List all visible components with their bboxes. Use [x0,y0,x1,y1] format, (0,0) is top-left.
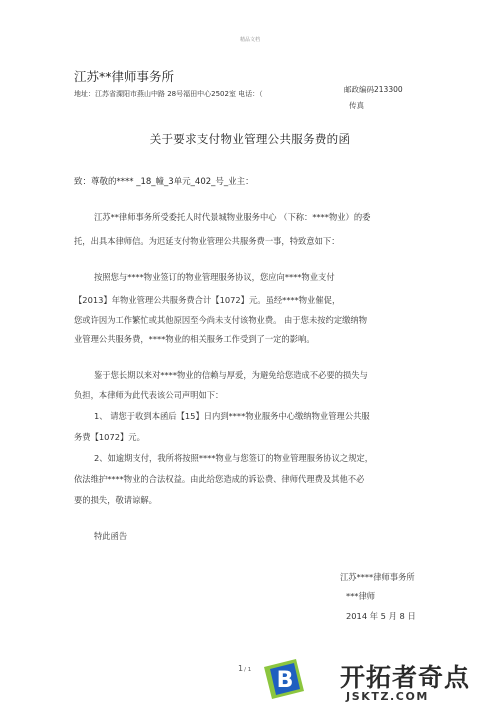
page-number-current: 1 [238,664,244,673]
closing-phrase: 特此函告 [94,531,128,541]
watermark-url: JSKTZ.COM [346,690,429,703]
firm-name: 江苏**律师事务所 [74,69,175,84]
paragraph-line: 依法维护****物业的合法权益。由此给您造成的诉讼费、律师代理费及其他不必 [74,474,365,484]
paragraph-line: 鉴于您长期以来对****物业的信赖与厚爱，为避免给您造成不必要的损失与 [94,370,368,380]
paragraph-line: 负担，本律师为此代表该公司声明如下： [74,390,224,400]
paragraph-line: 2、如逾期支付，我所将按照****物业与您签订的物业管理服务协议之规定， [94,453,374,463]
fax-label: 传真 [349,101,364,110]
watermark-logo [256,652,500,708]
page-number [238,664,251,673]
postcode: 邮政编码213300 [344,85,403,94]
paragraph-line: 托，出具本律师信。为迟延支付物业管理公共服务费一事，特致意如下： [74,236,340,246]
firm-address: 地址：江苏省溧阳市燕山中路 28号福田中心2502室 电话：（ [74,90,263,98]
letter-title: 关于要求支付物业管理公共服务费的函 [149,132,351,146]
paragraph-line: 按照您与****物业签订的物业管理服务协议，您应向****物业支付 [94,272,335,282]
signature-firm: 江苏****律师事务所 [340,572,415,582]
paragraph-line: 【2013】年物业管理公共服务费合计【1072】元。虽经****物业催促， [74,295,341,305]
svg-text:B: B [276,668,294,693]
paragraph-line: 江苏**律师事务所受委托人时代景城物业服务中心 （下称：****物业）的委 [94,212,371,222]
salutation: 致：尊敬的**** _18_幢_3单元_402_号_业主： [74,177,254,187]
b-badge-icon [260,655,308,703]
paragraph-line: 业管理公共服务费，****物业的相关服务工作受到了一定的影响。 [74,334,315,344]
header-note: 精品文档 [239,37,260,43]
page-number-total: / 1 [244,667,252,673]
signature-date: 2014 年 5 月 8 日 [346,611,416,621]
signature-lawyer: ***律师 [346,591,376,601]
watermark-brand: 开拓者奇点 [340,663,471,692]
paragraph-line: 1、 请您于收到本函后【15】日内到****物业服务中心缴纳物业管理公共服 [94,411,370,421]
paragraph-line: 您或许因为工作繁忙或其他原因至今尚未支付该物业费。 由于您未按约定缴纳物 [74,315,368,325]
paragraph-line: 要的损失，敬请谅解。 [74,495,157,505]
paragraph-line: 务费【1072】元。 [74,432,145,442]
